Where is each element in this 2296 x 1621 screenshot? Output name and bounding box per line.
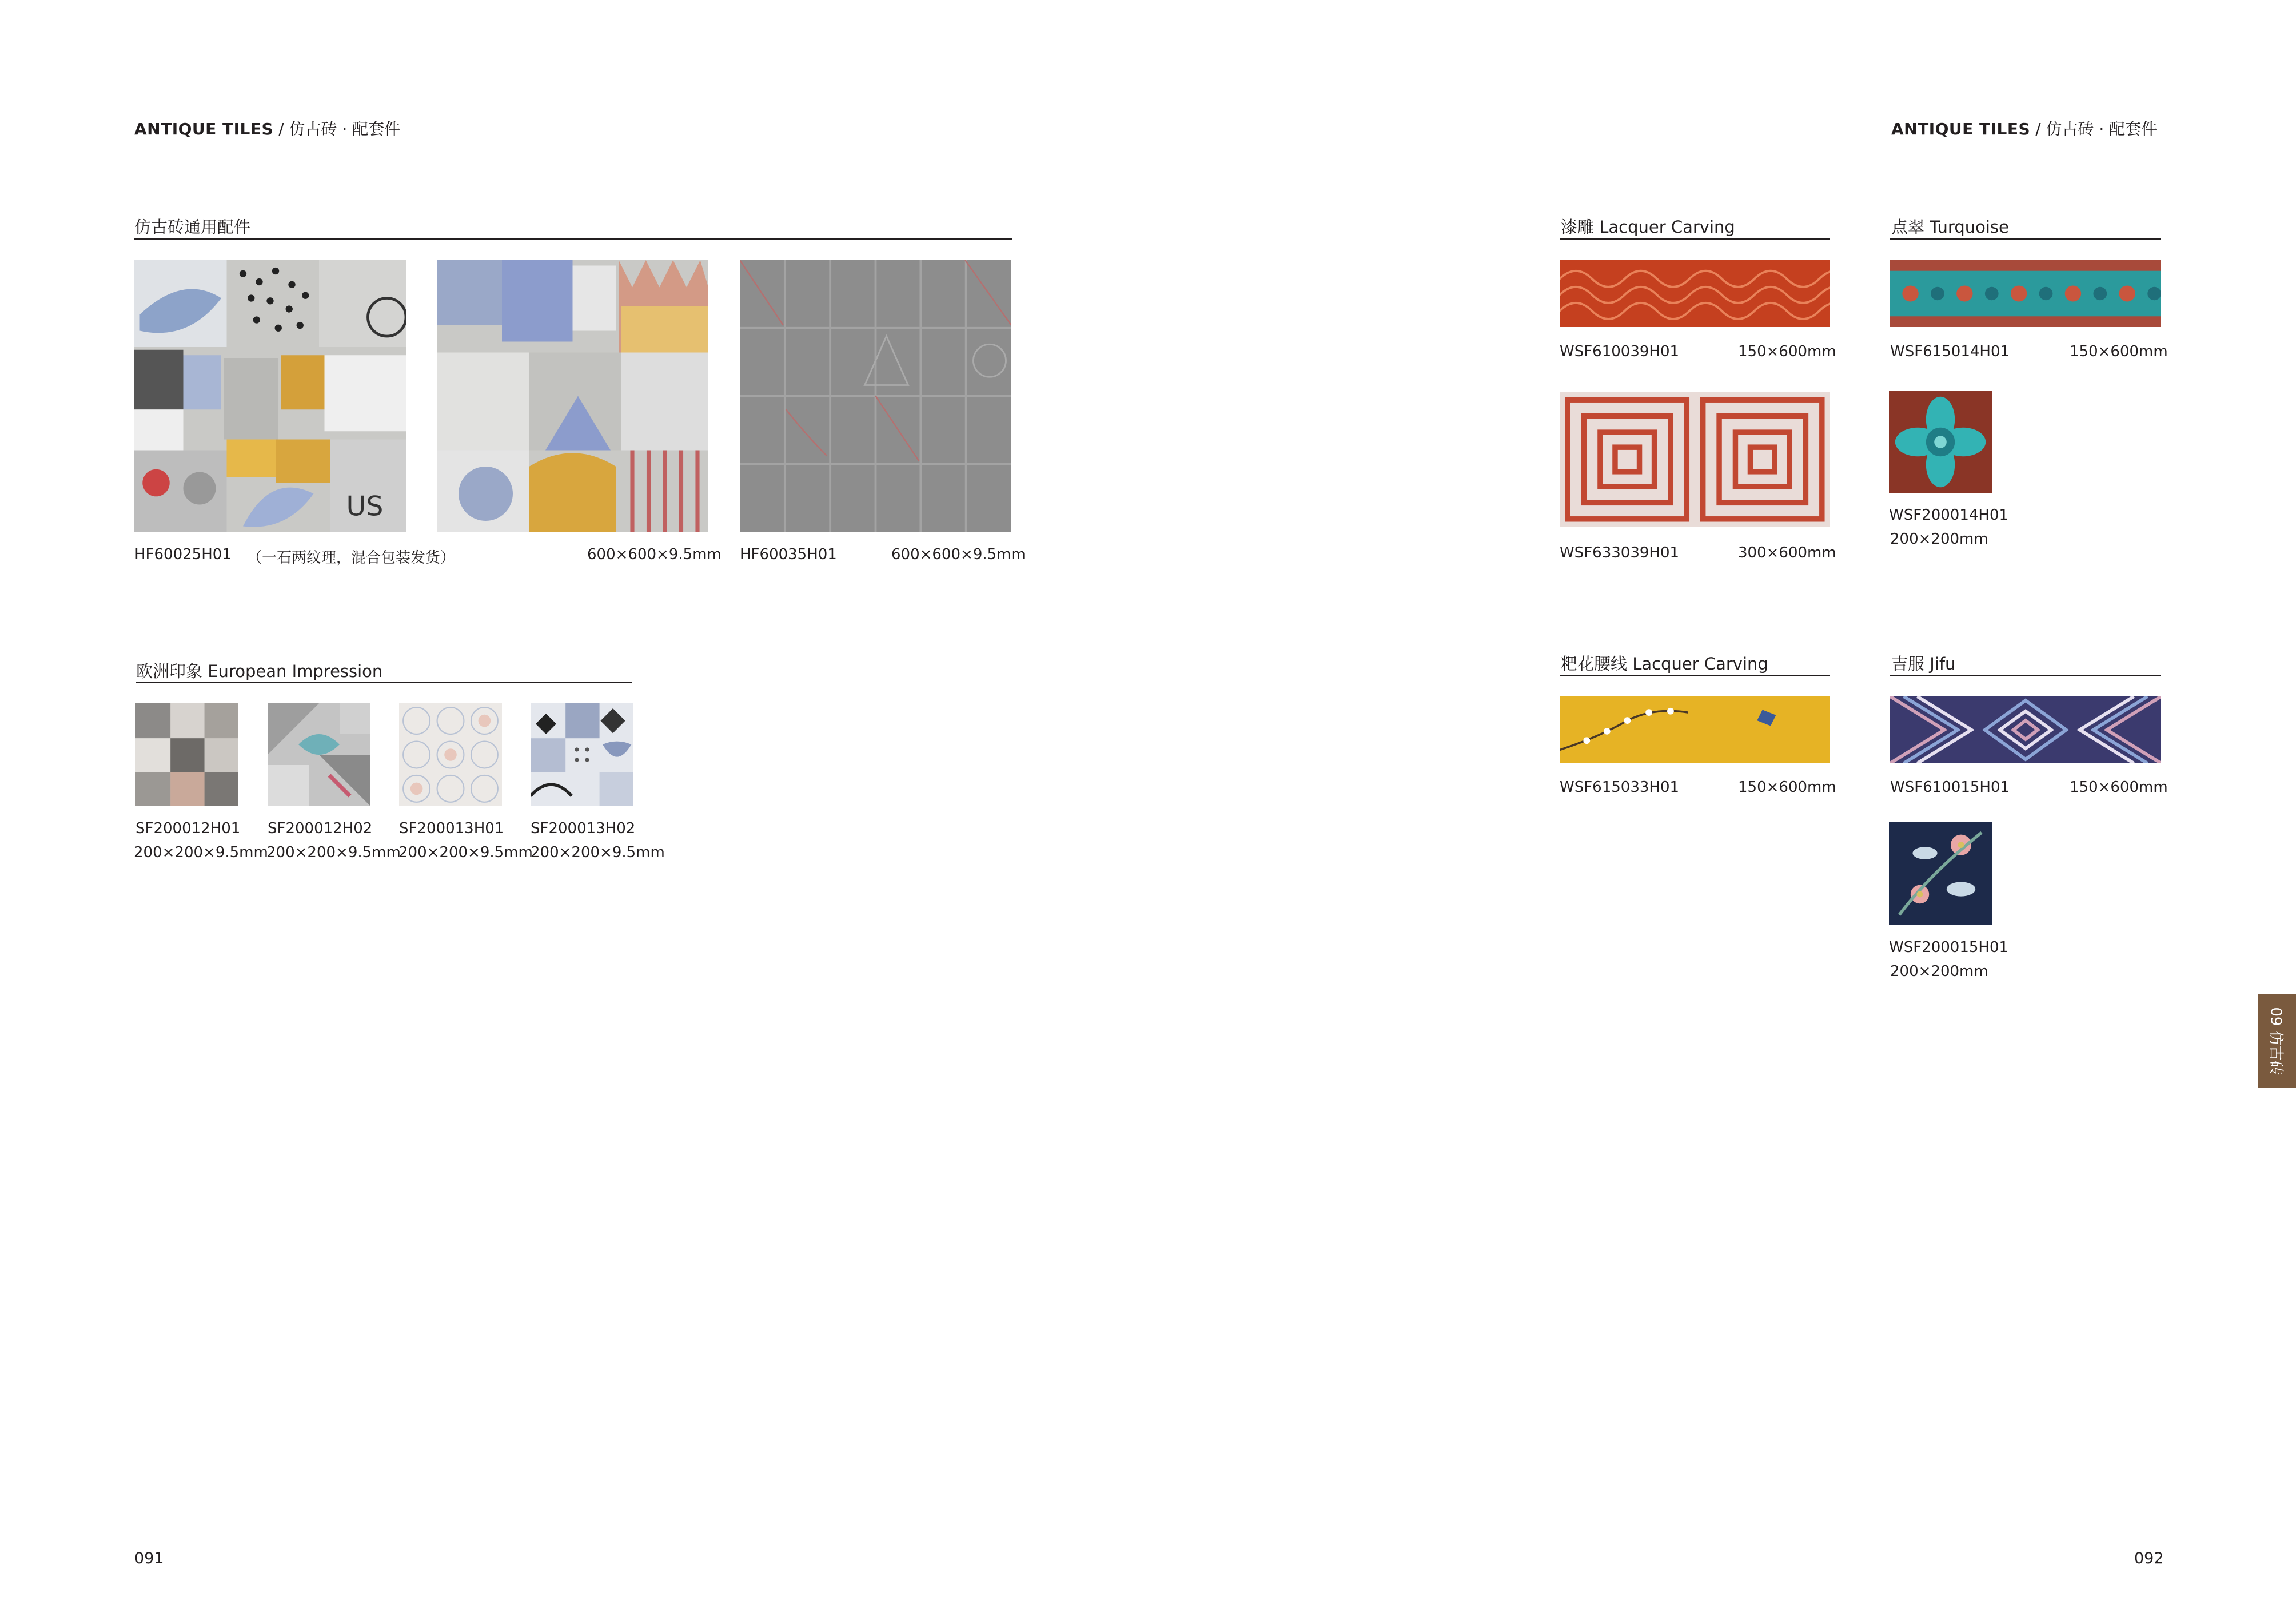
header-subtitle: / 仿古砖 · 配套件 xyxy=(2035,120,2158,138)
section-divider xyxy=(1560,238,1830,240)
section-title-european: 欧洲印象 European Impression xyxy=(136,662,383,681)
right-page-header xyxy=(1891,117,2157,140)
product-code: SF200012H02 xyxy=(268,820,373,837)
section-divider xyxy=(134,238,1012,240)
page-number-right: 092 xyxy=(2134,1550,2164,1567)
product-size: 200×200mm xyxy=(1890,531,1988,548)
product-code: SF200013H02 xyxy=(531,820,636,837)
section-title-accessories: 仿古砖通用配件 xyxy=(134,217,251,237)
tile-image-wsf610039h01 xyxy=(1560,260,1830,327)
product-code: WSF610039H01 xyxy=(1560,343,1680,360)
product-size: 600×600×9.5mm xyxy=(891,546,1026,563)
product-code: WSF610015H01 xyxy=(1890,779,2010,796)
tile-image-sf200012h02 xyxy=(268,703,370,806)
product-code: HF60025H01 xyxy=(134,546,232,563)
product-code: HF60035H01 xyxy=(740,546,837,563)
product-code: SF200012H01 xyxy=(135,820,241,837)
product-note: （一石两纹理，混合包装发货） xyxy=(247,549,456,567)
section-title-turquoise: 点翠 Turquoise xyxy=(1891,217,2009,237)
product-size: 150×600mm xyxy=(2070,343,2168,360)
section-title-loquat: 粑花腰线 Lacquer Carving xyxy=(1561,654,1768,674)
product-code: WSF615014H01 xyxy=(1890,343,2010,360)
tile-image-wsf615033h01 xyxy=(1560,696,1830,763)
product-code: WSF615033H01 xyxy=(1560,779,1680,796)
tile-image-sf200013h01 xyxy=(399,703,502,806)
product-size: 600×600×9.5mm xyxy=(587,546,722,563)
product-code: WSF200015H01 xyxy=(1889,939,2009,956)
product-size: 200×200×9.5mm xyxy=(531,844,665,861)
section-title-jifu: 吉服 Jifu xyxy=(1891,654,1956,674)
product-code: SF200013H01 xyxy=(399,820,504,837)
product-size: 300×600mm xyxy=(1738,544,1836,561)
brand-title: ANTIQUE TILES xyxy=(1891,120,2031,138)
product-size: 200×200×9.5mm xyxy=(134,844,268,861)
product-size: 200×200mm xyxy=(1890,963,1988,980)
left-page-header xyxy=(134,117,400,140)
product-size: 150×600mm xyxy=(2070,779,2168,796)
tile-image-wsf615014h01 xyxy=(1890,260,2161,327)
page-number-left: 091 xyxy=(134,1550,164,1567)
tile-image-wsf610015h01 xyxy=(1890,696,2161,763)
product-code: WSF633039H01 xyxy=(1560,544,1680,561)
tile-image-sf200012h01 xyxy=(135,703,238,806)
section-divider xyxy=(1890,675,2161,676)
chapter-side-tab[interactable] xyxy=(2258,994,2296,1088)
product-size: 200×200×9.5mm xyxy=(266,844,401,861)
tile-image-hf60025h01-a xyxy=(134,260,406,532)
section-divider xyxy=(1560,675,1830,676)
tile-image-hf60025h01-b xyxy=(437,260,708,532)
section-divider xyxy=(1890,238,2161,240)
tile-image-wsf200014h01 xyxy=(1889,391,1992,493)
brand-title: ANTIQUE TILES xyxy=(134,120,274,138)
product-size: 150×600mm xyxy=(1738,779,1836,796)
tile-image-sf200013h02 xyxy=(531,703,633,806)
header-subtitle: / 仿古砖 · 配套件 xyxy=(278,120,401,138)
product-size: 150×600mm xyxy=(1738,343,1836,360)
tile-image-hf60035h01 xyxy=(740,260,1011,532)
tile-image-wsf200015h01 xyxy=(1889,822,1992,925)
svg-text:US: US xyxy=(346,491,384,523)
section-divider xyxy=(136,682,632,683)
product-size: 200×200×9.5mm xyxy=(398,844,533,861)
chapter-tab-label: 09 仿古砖 xyxy=(2267,1006,2285,1076)
product-code: WSF200014H01 xyxy=(1889,507,2009,524)
tile-image-wsf633039h01 xyxy=(1560,392,1830,527)
section-title-lacquer: 漆雕 Lacquer Carving xyxy=(1561,217,1735,237)
